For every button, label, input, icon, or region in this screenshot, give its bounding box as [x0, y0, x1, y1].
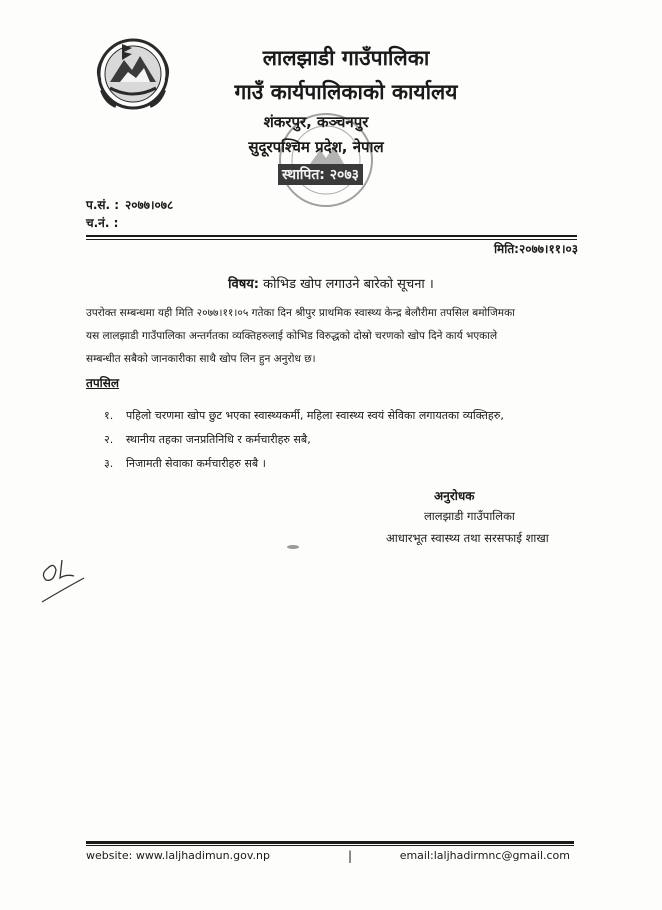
list-item-text: स्थानीय तहका जनप्रतिनिधि र कर्मचारीहरु सबै,	[126, 433, 311, 446]
office-address: शंकरपुर, कञ्चनपुर	[263, 113, 369, 131]
header-divider	[86, 235, 577, 237]
reference-value: २०७७।०७८	[125, 198, 174, 212]
footer-website: website: www.laljhadimun.gov.np	[86, 849, 270, 862]
details-list	[104, 408, 504, 480]
established-badge: स्थापित: २०७३	[278, 164, 363, 185]
signature-title: अनुरोधक	[434, 489, 475, 503]
handwritten-initials	[36, 556, 106, 606]
subject-text: कोभिड खोप लगाउने बारेको सूचना ।	[263, 277, 434, 292]
body-line: यस लालझाडी गाउँपालिका अन्तर्गतका व्यक्तिहरुलाई कोभिड विरुद्धको दोस्रो चरणको खोप दिने कार्य भएकाले	[86, 330, 498, 342]
list-item-text: पहिलो चरणमा खोप छुट भएका स्वास्थ्यकर्मी, महिला स्वास्थ्य स्वयं सेविका लगायतका व्यक्तिहरु,	[126, 409, 504, 422]
letter-body	[86, 302, 578, 371]
footer-email: email:laljhadirmnc@gmail.com	[399, 849, 570, 862]
subject-label: विषय:	[228, 277, 259, 292]
footer-divider-thin	[86, 845, 574, 846]
list-item-text: निजामती सेवाका कर्मचारीहरु सबै ।	[126, 457, 266, 470]
letter-reference-number	[86, 196, 173, 213]
office-subtitle: गाउँ कार्यपालिकाको कार्यालय	[234, 80, 458, 104]
body-line: उपरोक्त सम्बन्धमा यही मिति २०७७।११।०५ गतेका दिन श्रीपुर प्राथमिक स्वास्थ्य केन्द्र बेलौरीमा तपसिल बमोजिमका	[86, 307, 515, 319]
office-name: लालझाडी गाउँपालिका	[262, 46, 430, 70]
details-heading: तपसिल	[86, 376, 120, 390]
body-line: सम्बन्धीत सबैको जानकारीका साथै खोप लिन हुन अनुरोध छ।	[86, 353, 316, 365]
dispatch-number	[86, 214, 124, 231]
list-item	[104, 408, 504, 432]
signature-section: आधारभूत स्वास्थ्य तथा सरसफाई शाखा	[386, 531, 549, 545]
reference-label: प.सं. :	[86, 198, 120, 212]
signature-office: लालझाडी गाउँपालिका	[424, 509, 515, 523]
letter-subject	[0, 274, 662, 292]
footer-divider	[86, 841, 574, 844]
list-item-number: २.	[104, 433, 114, 446]
list-item-number: १.	[104, 409, 114, 422]
footer-separator: |	[348, 849, 353, 863]
ink-smudge	[286, 544, 300, 550]
list-item	[104, 432, 504, 456]
letter-date: मिति:२०७७।११।०३	[493, 242, 578, 256]
list-item-number: ३.	[104, 457, 114, 470]
dispatch-label: च.नं. :	[86, 216, 119, 230]
office-province: सुदूरपश्चिम प्रदेश, नेपाल	[248, 138, 384, 156]
list-item	[104, 456, 504, 480]
